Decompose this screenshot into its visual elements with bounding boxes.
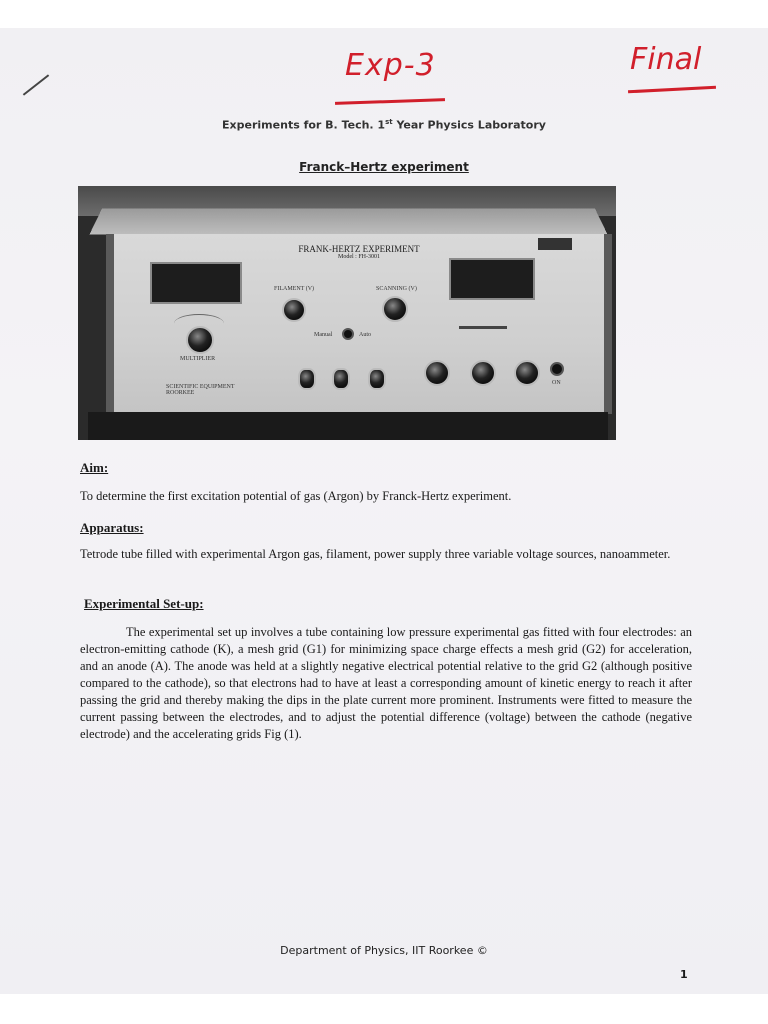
aim-heading: Aim: — [80, 460, 109, 475]
panel-title-text: FRANK-HERTZ EXPERIMENT — [298, 244, 420, 254]
terminal-jack — [332, 368, 350, 390]
handwritten-underline — [335, 98, 445, 105]
manual-label: Manual — [314, 332, 333, 338]
terminal-jack — [368, 368, 386, 390]
handwritten-final-label: Final — [630, 42, 702, 77]
pencil-mark — [23, 74, 49, 95]
instrument-front-panel — [106, 234, 612, 414]
aim-text: To determine the first excitation potential of gas (Argon) by Franck-Hertz experiment. — [80, 489, 512, 503]
left-display — [150, 262, 242, 304]
document-page — [0, 28, 768, 994]
experiment-title — [0, 160, 768, 174]
maker-label: SCIENTIFIC EQUIPMENT ROORKEE — [166, 384, 235, 396]
auto-label: Auto — [359, 332, 371, 338]
scanning-label: SCANNING (V) — [376, 286, 417, 292]
apparatus-heading: Apparatus: — [80, 520, 144, 535]
apparatus-text: Tetrode tube filled with experimental Argon gas, filament, power supply three variable voltage sources, nanoammeter. — [80, 547, 671, 561]
page-number: 1 — [680, 968, 688, 981]
lab-title-sup: st — [385, 118, 393, 126]
filament-knob — [282, 298, 306, 322]
mode-switch — [342, 328, 354, 340]
voltage-knob-3 — [514, 360, 540, 386]
page-footer: Department of Physics, IIT Roorkee © — [280, 944, 488, 957]
multiplier-knob — [186, 326, 214, 354]
voltage-knob-1 — [424, 360, 450, 386]
setup-text: The experimental set up involves a tube containing low pressure experimental gas fitted with four electrodes: an electron-emitting cathode (K), a mesh grid (G1) for minimizing space charge effects a mesh grid (G2) for acceleration, and an anode (A). The anode was held at a slightly negative electrical potential relative to the grid G2 (although positive compared to the cathode), so that electrons had to have at least a corresponding amount of kinetic energy to reach it after passing the grid and thereby making the dips in the plate current more prominent. Instruments were fitted to measure the current passing between the electrodes, and to adjust the potential difference (voltage) between the cathode (negative electrode) and the accelerating grids Fig (1). — [80, 625, 692, 741]
instrument-case-top — [90, 208, 608, 234]
power-switch — [550, 362, 564, 376]
handwritten-underline — [628, 86, 716, 94]
panel-model-text: Model : FH-3001 — [338, 254, 380, 260]
filament-label: FILAMENT (V) — [274, 286, 315, 292]
handwritten-exp-label: Exp-3 — [345, 48, 436, 83]
lab-title — [0, 118, 768, 132]
slide-switch — [459, 326, 507, 329]
experiment-title-text: Franck–Hertz experiment — [299, 160, 469, 174]
apparatus-photo — [78, 186, 616, 440]
multiplier-label: MULTIPLIER — [180, 356, 216, 362]
setup-heading: Experimental Set-up: — [84, 596, 204, 611]
lab-title-text: Year Physics Laboratory — [392, 118, 546, 132]
voltage-knob-2 — [470, 360, 496, 386]
right-display — [449, 258, 535, 300]
on-label: ON — [552, 380, 561, 386]
scanning-knob — [382, 296, 408, 322]
serial-plate — [538, 238, 572, 250]
terminal-jack — [298, 368, 316, 390]
instrument-base — [88, 412, 608, 440]
lab-title-text: Experiments for B. Tech. 1 — [222, 118, 386, 132]
